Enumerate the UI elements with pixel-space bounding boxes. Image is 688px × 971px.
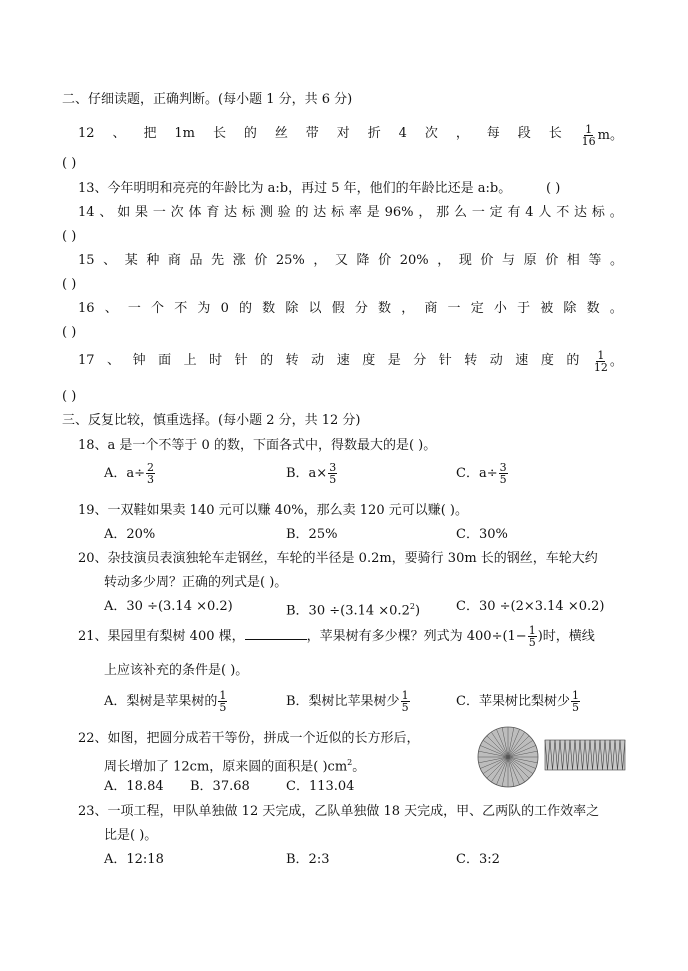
fraction bbox=[146, 462, 155, 485]
word-token: 16 bbox=[78, 301, 95, 316]
option-label: A．a÷ bbox=[104, 466, 146, 481]
word-token: 是 bbox=[366, 205, 380, 220]
option-23-b[interactable]: B．2:3 bbox=[286, 852, 330, 867]
word-token: 测 bbox=[259, 205, 273, 220]
question-23-line1: 23、一项工程，甲队单独做 12 天完成，乙队单独做 18 天完成，甲、乙两队的工作效率之 bbox=[78, 804, 600, 819]
word-token: ， bbox=[401, 301, 415, 316]
word-token: 数 bbox=[586, 301, 600, 316]
word-token: 的 bbox=[239, 301, 253, 316]
answer-paren-16[interactable]: ( ) bbox=[62, 325, 77, 340]
section3-title: 三、反复比较，慎重选择。(每小题 2 分，共 12 分) bbox=[62, 413, 361, 428]
frac-num: 1 bbox=[597, 349, 605, 362]
word-token: 定 bbox=[489, 205, 503, 220]
word-token: 等 bbox=[588, 253, 602, 268]
word-token: 价 bbox=[378, 253, 392, 268]
frac-den: 12 bbox=[593, 361, 608, 374]
option-label: B．梨树比苹果树少 bbox=[286, 694, 400, 709]
word-token: 那 bbox=[436, 205, 450, 220]
fraction bbox=[571, 690, 580, 713]
word-token: 的 bbox=[260, 353, 274, 368]
question-12 bbox=[78, 124, 623, 147]
word-token: 度 bbox=[540, 353, 554, 368]
section2-title: 二、仔细读题，正确判断。(每小题 1 分，共 6 分) bbox=[62, 92, 353, 107]
frac-den: 16 bbox=[581, 135, 596, 148]
word-token: 现 bbox=[458, 253, 472, 268]
question-17 bbox=[78, 350, 623, 373]
word-token: 于 bbox=[517, 301, 531, 316]
word-token: 、 bbox=[107, 353, 121, 368]
word-token: 达 bbox=[224, 205, 238, 220]
word-token: 丝 bbox=[274, 126, 288, 141]
q21-text-post: )时，横线 bbox=[537, 629, 595, 644]
fraction-unit bbox=[592, 350, 623, 373]
option-label: B．a× bbox=[286, 466, 328, 481]
approximate-rectangle-figure bbox=[544, 738, 626, 772]
word-token: 又 bbox=[334, 253, 348, 268]
word-token: 标 bbox=[241, 205, 255, 220]
word-token: 商 bbox=[167, 253, 181, 268]
option-20-a[interactable]: A．30 ÷(3.14 ×0.2) bbox=[104, 599, 233, 614]
question-21-line2: 上应该补充的条件是( )。 bbox=[104, 663, 249, 678]
answer-paren-14[interactable]: ( ) bbox=[62, 229, 77, 244]
frac-num: 1 bbox=[585, 123, 593, 136]
word-token: 个 bbox=[151, 301, 165, 316]
word-token: 商 bbox=[424, 301, 438, 316]
option-21-a[interactable] bbox=[104, 690, 228, 713]
word-token: 价 bbox=[545, 253, 559, 268]
question-18: 18、a 是一个不等于 0 的数，下面各式中，得数最大的是( )。 bbox=[78, 438, 437, 453]
word-token: 96% bbox=[384, 205, 414, 220]
fraction bbox=[593, 350, 609, 373]
word-token: 次 bbox=[424, 126, 438, 141]
word-token: 1m bbox=[174, 126, 195, 141]
word-token: 原 bbox=[523, 253, 537, 268]
word-token: 不 bbox=[174, 301, 188, 316]
option-22-c[interactable]: C．113.04 bbox=[286, 779, 355, 794]
word-token: 对 bbox=[336, 126, 350, 141]
question-20-line2: 转动多少周？正确的列式是( )。 bbox=[104, 575, 288, 590]
word-token: 转 bbox=[464, 353, 478, 368]
q22-text: 周长增加了 12cm，原来圆的面积是( )cm bbox=[104, 759, 348, 775]
word-token: 动 bbox=[311, 353, 325, 368]
question-22-line1: 22、如图，把圆分成若干等份，拼成一个近似的长方形后， bbox=[78, 731, 420, 746]
frac-den: 5 bbox=[571, 701, 579, 714]
frac-den: 3 bbox=[147, 473, 155, 486]
word-token: 验 bbox=[277, 205, 291, 220]
word-token: 、 bbox=[112, 126, 126, 141]
word-token: 0 bbox=[220, 301, 229, 316]
word-token: 体 bbox=[188, 205, 202, 220]
frac-num: 1 bbox=[219, 689, 227, 702]
word-token: 面 bbox=[158, 353, 172, 368]
word-token: 转 bbox=[285, 353, 299, 368]
superscript: 2 bbox=[409, 602, 415, 611]
word-token: 4 bbox=[525, 205, 534, 220]
word-token: 一 bbox=[447, 301, 461, 316]
word-token: 、 bbox=[104, 301, 118, 316]
fraction bbox=[528, 625, 537, 648]
word-token: 4 bbox=[398, 126, 407, 141]
word-token: 段 bbox=[517, 126, 531, 141]
word-token: 17 bbox=[78, 353, 95, 368]
word-token: 么 bbox=[453, 205, 467, 220]
question-14 bbox=[78, 205, 623, 221]
option-22-b[interactable]: B．37.68 bbox=[190, 779, 250, 794]
fraction bbox=[218, 690, 227, 713]
word-token: 把 bbox=[143, 126, 157, 141]
fraction bbox=[401, 690, 410, 713]
option-20-b[interactable] bbox=[286, 599, 420, 619]
word-token: 上 bbox=[183, 353, 197, 368]
question-22-line2 bbox=[104, 755, 365, 775]
option-label: C．苹果树比梨树少 bbox=[456, 694, 570, 709]
frac-den: 5 bbox=[401, 701, 409, 714]
word-token: 的 bbox=[243, 126, 257, 141]
word-token: 的 bbox=[566, 353, 580, 368]
frac-num: 3 bbox=[329, 461, 337, 474]
option-label: C．a÷ bbox=[456, 466, 498, 481]
word-token: 12 bbox=[78, 126, 95, 141]
frac-num: 2 bbox=[147, 461, 155, 474]
word-token: 折 bbox=[367, 126, 381, 141]
option-label: A．梨树是苹果树的 bbox=[104, 694, 218, 709]
word-token: 的 bbox=[295, 205, 309, 220]
word-token: ， bbox=[437, 253, 451, 268]
word-token: 。 bbox=[609, 301, 623, 316]
word-token: 时 bbox=[209, 353, 223, 368]
word-token: 钟 bbox=[132, 353, 146, 368]
word-token: 带 bbox=[305, 126, 319, 141]
frac-num: 1 bbox=[401, 689, 409, 702]
word-token: 如 bbox=[117, 205, 131, 220]
frac-num: 1 bbox=[528, 624, 536, 637]
frac-den: 5 bbox=[219, 701, 227, 714]
fraction bbox=[499, 462, 508, 485]
answer-paren-17[interactable]: ( ) bbox=[62, 389, 77, 404]
word-token: 15 bbox=[78, 253, 95, 268]
word-token: 除 bbox=[285, 301, 299, 316]
superscript: 2 bbox=[347, 758, 353, 767]
word-token: 20% bbox=[399, 253, 429, 268]
word-token: 有 bbox=[507, 205, 521, 220]
word-token: 数 bbox=[262, 301, 276, 316]
word-token: 14 bbox=[78, 205, 95, 220]
option-20-c[interactable]: C．30 ÷(2×3.14 ×0.2) bbox=[456, 599, 605, 614]
question-21-line1 bbox=[78, 625, 595, 648]
option-23-c[interactable]: C．3:2 bbox=[456, 852, 500, 867]
word-token: 以 bbox=[308, 301, 322, 316]
option-19-a[interactable]: A．20% bbox=[104, 527, 156, 542]
word-token: 是 bbox=[387, 353, 401, 368]
punctuation: 。 bbox=[609, 128, 623, 143]
frac-den: 5 bbox=[528, 636, 536, 649]
word-token: 分 bbox=[413, 353, 427, 368]
word-token: 不 bbox=[556, 205, 570, 220]
word-token: 果 bbox=[135, 205, 149, 220]
punctuation: 。 bbox=[609, 354, 623, 369]
sector-circle-figure bbox=[476, 725, 540, 789]
word-token: 数 bbox=[378, 301, 392, 316]
word-token: ， bbox=[455, 126, 469, 141]
answer-paren-12[interactable]: ( ) bbox=[62, 156, 77, 171]
answer-paren-13[interactable]: ( ) bbox=[546, 181, 561, 196]
word-token: 每 bbox=[486, 126, 500, 141]
question-19: 19、一双鞋如果卖 140 元可以赚 40%，那么卖 120 元可以赚( )。 bbox=[78, 503, 469, 518]
word-token: 品 bbox=[189, 253, 203, 268]
option-label-end: ) bbox=[414, 603, 421, 619]
option-22-a[interactable]: A．18.84 bbox=[104, 779, 164, 794]
word-token: 被 bbox=[540, 301, 554, 316]
word-token: 。 bbox=[609, 253, 623, 268]
frac-num: 1 bbox=[571, 689, 579, 702]
frac-num: 3 bbox=[499, 461, 507, 474]
blank-line[interactable] bbox=[245, 627, 307, 640]
word-token: 速 bbox=[515, 353, 529, 368]
word-token: 为 bbox=[197, 301, 211, 316]
word-token: 次 bbox=[170, 205, 184, 220]
question-20-line1: 20、杂技演员表演独轮车走钢丝，车轮的半径是 0.2m，要骑行 30m 长的钢丝，车轮大约 bbox=[78, 551, 598, 566]
word-token: 分 bbox=[354, 301, 368, 316]
word-token: 涨 bbox=[232, 253, 246, 268]
q21-text-mid: ，苹果树有多少棵？列式为 400÷(1− bbox=[306, 629, 527, 644]
option-18-c[interactable] bbox=[456, 462, 509, 485]
option-18-a[interactable] bbox=[104, 462, 156, 485]
frac-den: 5 bbox=[329, 473, 337, 486]
word-token: 标 bbox=[331, 205, 345, 220]
word-token: 速 bbox=[336, 353, 350, 368]
answer-paren-15[interactable]: ( ) bbox=[62, 277, 77, 292]
word-token: 针 bbox=[234, 353, 248, 368]
word-token: 小 bbox=[493, 301, 507, 316]
word-token: 降 bbox=[356, 253, 370, 268]
word-token: 25% bbox=[275, 253, 305, 268]
word-token: 先 bbox=[211, 253, 225, 268]
word-token: 长 bbox=[212, 126, 226, 141]
word-token: ， bbox=[418, 205, 432, 220]
option-23-a[interactable]: A．12:18 bbox=[104, 852, 164, 867]
word-token: 一 bbox=[471, 205, 485, 220]
word-token: 针 bbox=[438, 353, 452, 368]
word-token: 一 bbox=[152, 205, 166, 220]
option-18-b[interactable] bbox=[286, 462, 338, 485]
word-token: 。 bbox=[609, 205, 623, 220]
question-15 bbox=[78, 253, 623, 269]
word-token: 达 bbox=[574, 205, 588, 220]
word-token: 某 bbox=[124, 253, 138, 268]
option-19-c[interactable]: C．30% bbox=[456, 527, 508, 542]
word-token: 相 bbox=[566, 253, 580, 268]
fraction-unit bbox=[580, 124, 623, 147]
word-token: 一 bbox=[127, 301, 141, 316]
unit: m bbox=[597, 128, 610, 143]
word-token: ， bbox=[313, 253, 327, 268]
q21-text-pre: 21、果园里有梨树 400 棵， bbox=[78, 629, 245, 644]
question-13: 13、今年明明和亮亮的年龄比为 a:b，再过 5 年，他们的年龄比还是 a:b。 bbox=[78, 181, 512, 196]
q22-text-end: 。 bbox=[352, 759, 366, 775]
frac-den: 5 bbox=[499, 473, 507, 486]
question-23-line2: 比是( )。 bbox=[104, 828, 158, 843]
word-token: 人 bbox=[538, 205, 552, 220]
word-token: 长 bbox=[548, 126, 562, 141]
option-19-b[interactable]: B．25% bbox=[286, 527, 338, 542]
option-21-c[interactable] bbox=[456, 690, 581, 713]
question-16 bbox=[78, 301, 623, 317]
option-21-b[interactable] bbox=[286, 690, 411, 713]
fraction bbox=[328, 462, 337, 485]
word-token: 定 bbox=[470, 301, 484, 316]
word-token: 种 bbox=[146, 253, 160, 268]
word-token: 、 bbox=[103, 253, 117, 268]
word-token: 除 bbox=[563, 301, 577, 316]
word-token: 假 bbox=[331, 301, 345, 316]
word-token: 动 bbox=[489, 353, 503, 368]
word-token: 达 bbox=[313, 205, 327, 220]
word-token: 育 bbox=[206, 205, 220, 220]
word-token: 、 bbox=[99, 205, 113, 220]
word-token: 价 bbox=[480, 253, 494, 268]
word-token: 标 bbox=[591, 205, 605, 220]
word-token: 价 bbox=[254, 253, 268, 268]
word-token: 与 bbox=[502, 253, 516, 268]
option-label: B．30 ÷(3.14 ×0.2 bbox=[286, 603, 410, 619]
word-token: 率 bbox=[348, 205, 362, 220]
fraction bbox=[581, 124, 597, 147]
word-token: 度 bbox=[362, 353, 376, 368]
